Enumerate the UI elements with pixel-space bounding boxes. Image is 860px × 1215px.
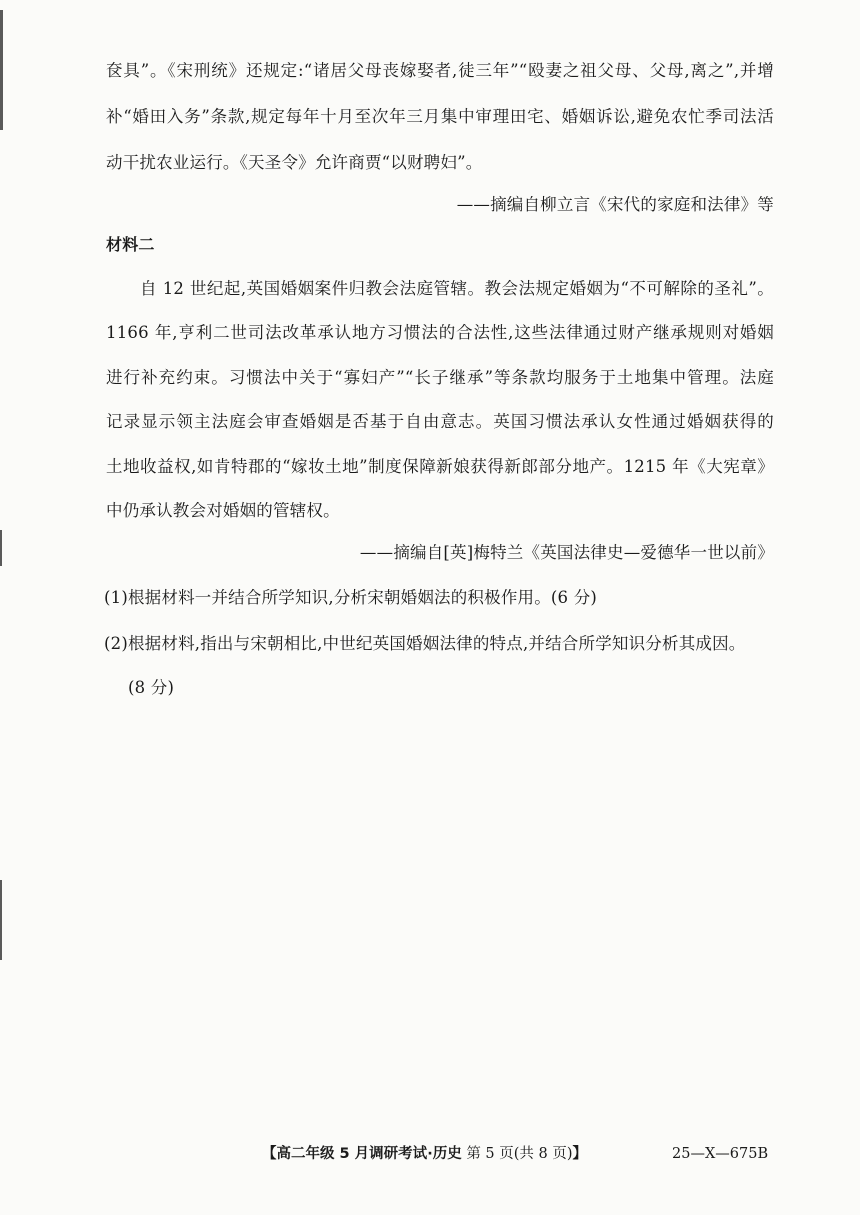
material-two-line: 土地收益权,如肯特郡的“嫁妆土地”制度保障新娘获得新郎部分地产。1215 年《大宪章》 — [106, 457, 774, 476]
scan-edge-mark — [0, 530, 2, 566]
material-one-line: 动干扰农业运行。《天圣令》允许商贾“以财聘妇”。 — [106, 153, 483, 172]
footer-close-bracket: 】 — [572, 1146, 588, 1162]
footer-exam-name: 高二年级 5 月调研考试 — [276, 1146, 428, 1162]
question-1: (1)根据材料一并结合所学知识,分析宋朝婚姻法的积极作用。(6 分) — [104, 588, 598, 607]
page-footer — [262, 1144, 587, 1164]
scan-edge-mark — [0, 880, 2, 960]
material-two-line: 中仍承认教会对婚姻的管辖权。 — [106, 501, 340, 520]
footer-subject: 历史 — [432, 1146, 462, 1162]
material-two-line: 1166 年,亨利二世司法改革承认地方习惯法的合法性,这些法律通过财产继承规则对婚姻 — [106, 323, 774, 342]
material-one-line: 补“婚田入务”条款,规定每年十月至次年三月集中审理田宅、婚姻诉讼,避免农忙季司法活 — [106, 107, 774, 126]
question-2: (2)根据材料,指出与宋朝相比,中世纪英国婚姻法律的特点,并结合所学知识分析其成因。 — [104, 634, 746, 653]
material-two-line: 自 12 世纪起,英国婚姻案件归教会法庭管辖。教会法规定婚姻为“不可解除的圣礼”。 — [140, 279, 774, 298]
material-two-line: 进行补充约束。习惯法中关于“寡妇产”“长子继承”等条款均服务于土地集中管理。法庭 — [106, 368, 774, 387]
footer-page-number: 第 5 页(共 8 页) — [466, 1146, 573, 1162]
scan-edge-mark — [0, 10, 3, 130]
footer-dot: · — [427, 1146, 433, 1162]
material-one-line: 奁具”。《宋刑统》还规定:“诸居父母丧嫁娶者,徒三年”“殴妻之祖父母、父母,离之”,并增 — [106, 61, 774, 80]
material-one-source: ——摘编自柳立言《宋代的家庭和法律》等 — [456, 195, 774, 214]
footer-paper-code: 25—X—675B — [672, 1146, 769, 1162]
material-two-line: 记录显示领主法庭会审查婚姻是否基于自由意志。英国习惯法承认女性通过婚姻获得的 — [106, 412, 774, 431]
footer-open-bracket: 【 — [262, 1146, 277, 1162]
question-2-points: (8 分) — [128, 678, 175, 697]
material-two-heading: 材料二 — [106, 235, 155, 254]
material-two-source: ——摘编自[英]梅特兰《英国法律史—爱德华一世以前》 — [359, 543, 774, 562]
